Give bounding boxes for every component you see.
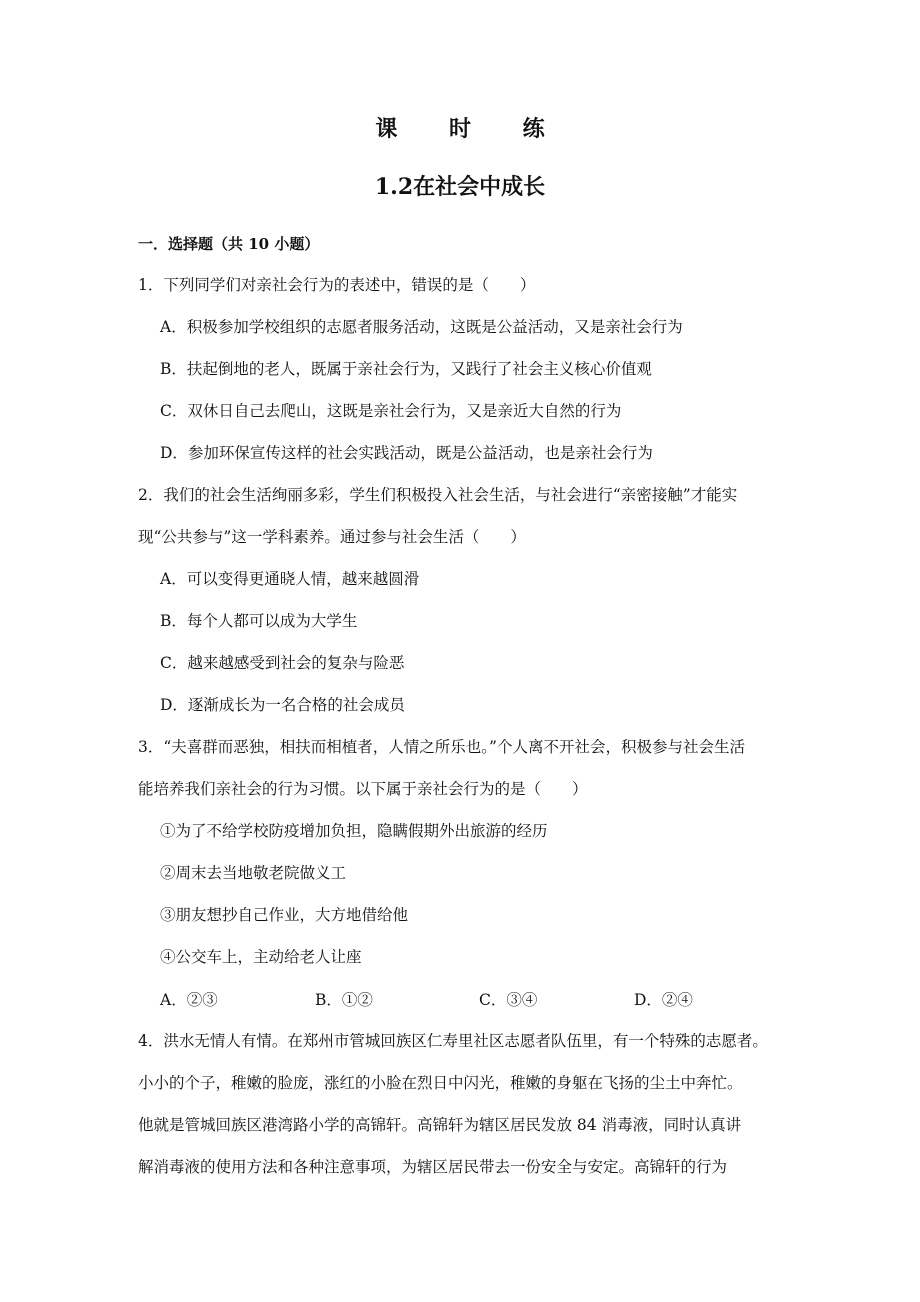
section-heading: 一．选择题（共 10 小题） <box>138 235 320 253</box>
question-2-option-a: A．可以变得更通晓人情，越来越圆滑 <box>160 570 420 588</box>
question-3-choice-a: A．②③ <box>160 991 218 1009</box>
question-2-stem-line-1: 2．我们的社会生活绚丽多彩，学生们积极投入社会生活，与社会进行“亲密接触”才能实 <box>138 486 738 504</box>
question-2-option-c: C．越来越感受到社会的复杂与险恶 <box>160 654 405 672</box>
question-1-option-a: A．积极参加学校组织的志愿者服务活动，这既是公益活动，又是亲社会行为 <box>160 318 683 336</box>
question-4-stem-line-3: 他就是管城回族区港湾路小学的高锦轩。高锦轩为辖区居民发放 84 消毒液，同时认真讲 <box>138 1116 742 1134</box>
question-3-choices <box>160 988 800 1010</box>
question-2-stem-line-2: 现“公共参与”这一学科素养。通过参与社会生活（ ） <box>138 528 526 546</box>
question-1-option-d: D．参加环保宣传这样的社会实践活动，既是公益活动，也是亲社会行为 <box>160 444 653 462</box>
question-1-option-b: B．扶起倒地的老人，既属于亲社会行为，又践行了社会主义核心价值观 <box>160 360 652 378</box>
question-1-stem: 1．下列同学们对亲社会行为的表述中，错误的是（ ） <box>138 276 536 294</box>
question-2-option-b: B．每个人都可以成为大学生 <box>160 612 358 630</box>
question-3-statement-2: ②周末去当地敬老院做义工 <box>160 864 347 882</box>
question-4-stem-line-2: 小小的个子，稚嫩的脸庞，涨红的小脸在烈日中闪光，稚嫩的身躯在飞扬的尘土中奔忙。 <box>138 1074 743 1092</box>
page-title: 课 时 练 <box>375 116 567 142</box>
question-2-option-d: D．逐渐成长为一名合格的社会成员 <box>160 696 405 714</box>
question-3-statement-3: ③朋友想抄自己作业，大方地借给他 <box>160 906 409 924</box>
question-3-stem-line-2: 能培养我们亲社会的行为习惯。以下属于亲社会行为的是（ ） <box>138 780 588 798</box>
question-3-statement-1: ①为了不给学校防疫增加负担，隐瞒假期外出旅游的经历 <box>160 822 548 840</box>
question-1-option-c: C．双休日自己去爬山，这既是亲社会行为，又是亲近大自然的行为 <box>160 402 622 420</box>
question-4-stem-line-1: 4．洪水无情人有情。在郑州市管城回族区仁寿里社区志愿者队伍里，有一个特殊的志愿者。 <box>138 1032 768 1050</box>
question-3-statement-4: ④公交车上，主动给老人让座 <box>160 948 362 966</box>
question-3-choice-d: D．②④ <box>634 991 693 1009</box>
question-4-stem-line-4: 解消毒液的使用方法和各种注意事项，为辖区居民带去一份安全与安定。高锦轩的行为 <box>138 1158 728 1176</box>
question-3-choice-c: C．③④ <box>479 991 538 1009</box>
question-3-choice-b: B．①② <box>315 991 373 1009</box>
question-3-stem-line-1: 3．“夫喜群而恶独，相扶而相植者，人情之所乐也。”个人离不开社会，积极参与社会生活 <box>138 738 745 756</box>
lesson-title: 1.2在社会中成长 <box>374 174 546 200</box>
